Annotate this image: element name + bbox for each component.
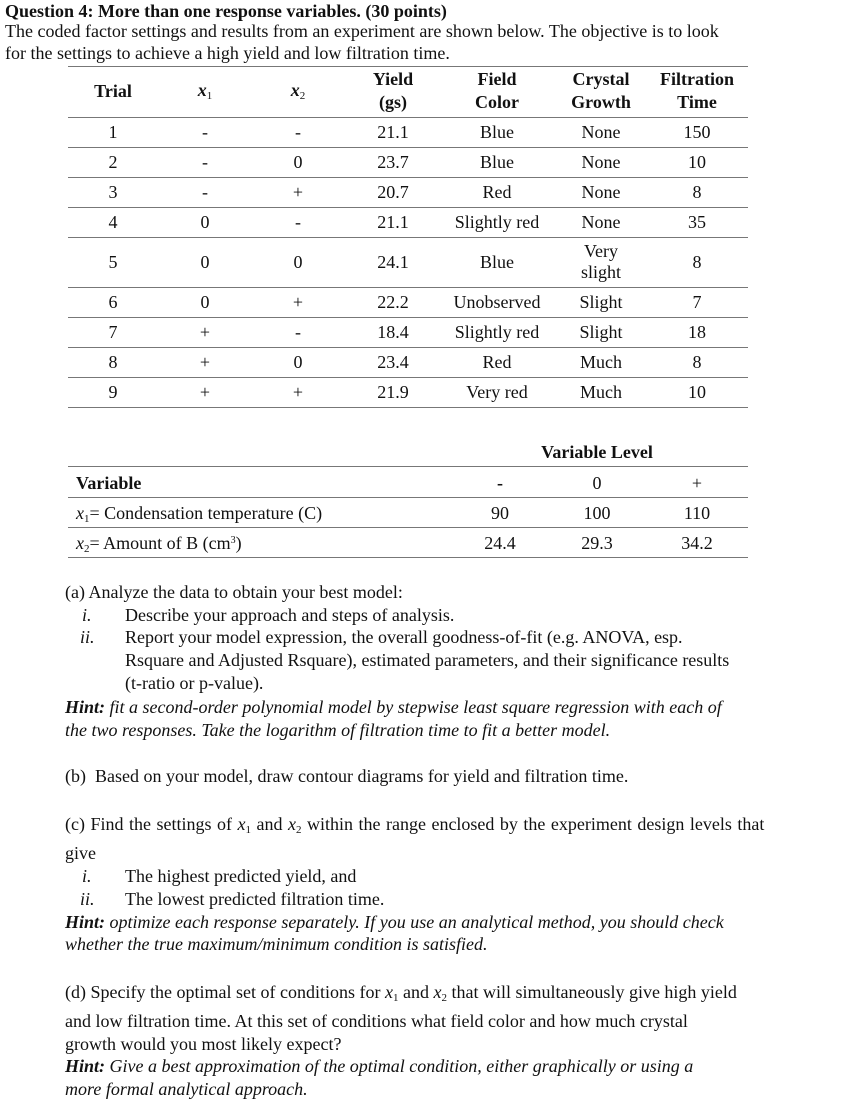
header-line: Yield (372, 69, 414, 89)
part-label: (c) (65, 814, 85, 834)
table-cell: 21.9 (377, 382, 409, 402)
part-text: Find the settings of (90, 814, 232, 834)
item-num: i. (82, 605, 92, 625)
table-cell: Very slight (580, 241, 621, 282)
table-cell: Very red (466, 382, 528, 402)
subscript: 2 (84, 543, 90, 555)
var-label: x (76, 503, 84, 523)
table-cell: Unobserved (453, 292, 541, 312)
table-cell: + (199, 382, 211, 402)
variable-desc: = Condensation temperature (C) (89, 503, 323, 523)
header-line: Color (475, 92, 519, 112)
var-label: x (290, 80, 300, 100)
intro-line: The coded factor settings and results from an experiment are shown below. The objective is to look (5, 21, 719, 41)
table-rule (68, 466, 748, 467)
table-rule (68, 527, 748, 528)
var-x2: x (287, 814, 296, 834)
header-line: Time (677, 92, 717, 112)
table-rule (68, 377, 748, 378)
column-header (660, 68, 734, 114)
table-cell: + (292, 382, 304, 402)
table-cell: 23.7 (377, 152, 409, 172)
table-cell: 0 (200, 252, 210, 272)
hint (65, 911, 724, 933)
item-text: The lowest predicted filtration time. (125, 889, 385, 909)
table-cell: None (581, 152, 621, 172)
table-cell: 6 (108, 292, 118, 312)
part-a (65, 581, 403, 603)
table-cell: 0 (293, 352, 303, 372)
table-cell: 7 (692, 292, 702, 312)
hint-label: Hint: (65, 697, 106, 717)
hint-label: Hint: (65, 912, 106, 932)
question-title: Question 4: More than one response variables. (30 points) (5, 1, 447, 21)
table-cell: 150 (683, 122, 711, 142)
table-cell: 1 (108, 122, 118, 142)
part-text: within the range enclosed by the experiment design levels that (306, 814, 765, 834)
table-cell: Slight (579, 322, 623, 342)
header-line: (gs) (379, 92, 407, 112)
item-num: ii. (80, 627, 95, 647)
table-cell: 0 (200, 292, 210, 312)
table-cell: + (292, 292, 304, 312)
part-label: (a) (65, 582, 85, 602)
hint-text: Give a best approximation of the optimal condition, either graphically or using a (109, 1056, 694, 1076)
table-cell: 7 (108, 322, 118, 342)
table-cell: - (202, 152, 208, 172)
table-rule (68, 317, 748, 318)
table-cell: 4 (108, 212, 118, 232)
intro-line: for the settings to achieve a high yield and low filtration time. (5, 43, 450, 63)
table-cell: 2 (108, 152, 118, 172)
superscript: 3 (230, 535, 236, 546)
table-cell: Blue (480, 152, 514, 172)
column-header (475, 68, 519, 114)
var-x1: x (237, 814, 246, 834)
header-line: Filtration (660, 69, 734, 89)
item-text: Describe your approach and steps of analysis. (125, 605, 455, 625)
table-cell: 3 (108, 182, 118, 202)
variable-name (76, 530, 242, 560)
table-cell: 18 (688, 322, 706, 342)
hint (65, 1055, 693, 1077)
table-cell: None (581, 212, 621, 232)
column-header: 0 (592, 473, 602, 493)
table-cell: Slightly red (454, 212, 540, 232)
table-cell: Blue (480, 122, 514, 142)
table-cell: - (295, 322, 301, 342)
table-cell: + (292, 182, 304, 202)
table-cell: 10 (688, 152, 706, 172)
table-cell: + (199, 322, 211, 342)
header-line: Crystal (572, 69, 630, 89)
item-text: Report your model expression, the overall goodness-of-fit (e.g. ANOVA, esp. (125, 627, 683, 647)
table-cell: 100 (583, 503, 611, 523)
part-text: Analyze the data to obtain your best model: (88, 582, 403, 602)
table-cell: 34.2 (681, 533, 713, 553)
part-text: give (65, 843, 96, 863)
hint-text: whether the true maximum/minimum condition is satisfied. (65, 934, 488, 954)
table-rule (68, 237, 748, 238)
part-c (65, 813, 764, 841)
part-text: growth would you most likely expect? (65, 1034, 342, 1054)
hint-text: optimize each response separately. If you use an analytical method, you should check (109, 912, 724, 932)
column-header: Variable (76, 473, 142, 493)
var-label: x (197, 80, 207, 100)
part-label: (b) (65, 766, 86, 786)
subscript: 2 (441, 992, 447, 1004)
variable-desc: = Amount of B (cm (89, 533, 231, 553)
table-cell: - (295, 212, 301, 232)
table-cell: 24.4 (484, 533, 516, 553)
hint-label: Hint: (65, 1056, 106, 1076)
subscript: 1 (206, 90, 213, 102)
table-cell: None (581, 122, 621, 142)
column-header: - (497, 473, 503, 493)
item-num: i. (82, 866, 92, 886)
table-cell: 24.1 (377, 252, 409, 272)
table-cell: 90 (491, 503, 509, 523)
part-label: (d) (65, 982, 86, 1002)
table-cell: - (295, 122, 301, 142)
table-cell: 110 (683, 503, 711, 523)
table-rule (68, 117, 748, 118)
column-header (291, 80, 306, 106)
table-cell: None (581, 182, 621, 202)
part-d (65, 981, 737, 1009)
hint (65, 696, 722, 718)
subscript: 2 (295, 824, 302, 836)
subscript: 1 (392, 992, 399, 1004)
table-cell: 35 (688, 212, 706, 232)
part-text: and (402, 982, 429, 1002)
table-rule (68, 347, 748, 348)
subscript: 2 (299, 90, 306, 102)
table-rule (68, 207, 748, 208)
part-b (65, 765, 628, 787)
hint-text: fit a second-order polynomial model by stepwise least square regression with each of (109, 697, 722, 717)
hint-text: the two responses. Take the logarithm of filtration time to fit a better model. (65, 720, 611, 740)
item-text: The highest predicted yield, and (125, 866, 357, 886)
header-line: Trial (94, 81, 132, 101)
table-cell: 23.4 (377, 352, 409, 372)
part-text: and low filtration time. At this set of conditions what field color and how much crystal (65, 1011, 688, 1031)
table-cell: 8 (108, 352, 118, 372)
item-text: Rsquare and Adjusted Rsquare), estimated parameters, and their significance results (125, 650, 730, 670)
table-cell: Much (580, 352, 622, 372)
table-cell: 8 (692, 352, 702, 372)
table-rule (68, 407, 748, 408)
table-cell: 0 (200, 212, 210, 232)
table-rule (68, 497, 748, 498)
header-line: Field (477, 69, 517, 89)
table-cell: Much (580, 382, 622, 402)
header-line: Growth (571, 92, 631, 112)
table-rule (68, 66, 748, 67)
part-text: Based on your model, draw contour diagrams for yield and filtration time. (95, 766, 629, 786)
table-cell: 0 (293, 152, 303, 172)
column-header (571, 68, 631, 114)
table-cell: Slight (579, 292, 623, 312)
table-cell: Blue (480, 252, 514, 272)
table-cell: 22.2 (377, 292, 409, 312)
column-header (198, 80, 213, 106)
variable-name (76, 500, 322, 530)
variable-desc-tail: ) (235, 533, 242, 553)
column-header (373, 68, 413, 114)
column-header (94, 80, 132, 103)
table-cell: Red (482, 352, 512, 372)
hint-text: more formal analytical approach. (65, 1079, 308, 1099)
item-text: (t-ratio or p-value). (125, 673, 264, 693)
part-text: and (256, 814, 283, 834)
table-cell: + (199, 352, 211, 372)
table-cell: 0 (293, 252, 303, 272)
table-cell: 21.1 (377, 212, 409, 232)
table-rule (68, 147, 748, 148)
table-rule (68, 557, 748, 558)
var-x2: x (433, 982, 442, 1002)
table-cell: 29.3 (581, 533, 613, 553)
column-header: + (691, 473, 703, 493)
var-x1: x (384, 982, 393, 1002)
table-cell: 8 (692, 252, 702, 272)
item-num: ii. (80, 889, 95, 909)
table-cell: Red (482, 182, 512, 202)
subscript: 1 (245, 824, 251, 836)
table-rule (68, 177, 748, 178)
table-cell: 8 (692, 182, 702, 202)
table-cell: 10 (688, 382, 706, 402)
part-text: Specify the optimal set of conditions for (90, 982, 381, 1002)
table-cell: Slightly red (454, 322, 540, 342)
table-cell: 9 (108, 382, 118, 402)
table-cell: - (202, 122, 208, 142)
table-rule (68, 287, 748, 288)
table-cell: 21.1 (377, 122, 409, 142)
subscript: 1 (84, 513, 90, 525)
table-cell: - (202, 182, 208, 202)
part-text: that will simultaneously give high yield (451, 982, 737, 1002)
var-label: x (76, 533, 84, 553)
table-cell: 18.4 (377, 322, 409, 342)
table-cell: 5 (108, 252, 118, 272)
group-header: Variable Level (541, 442, 653, 462)
table-cell: 20.7 (377, 182, 409, 202)
